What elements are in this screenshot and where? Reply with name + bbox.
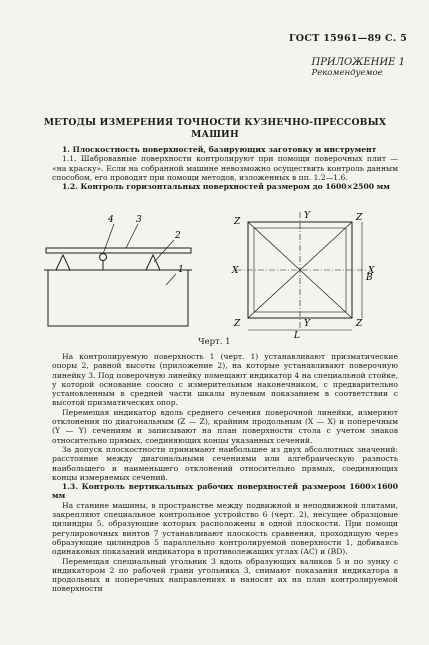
- title-line-2: МАШИН: [191, 129, 239, 140]
- appendix-subtitle: Рекомендуемое: [311, 68, 383, 78]
- label-2: 2: [175, 231, 181, 241]
- label-y-bottom: Y: [304, 319, 310, 329]
- label-3: 3: [136, 215, 142, 225]
- right-drawing: [236, 212, 366, 330]
- appendix-title: ПРИЛОЖЕНИЕ 1: [311, 57, 405, 68]
- standard-code-header: ГОСТ 15961—89 С. 5: [288, 33, 407, 44]
- label-z-top-right: Z: [356, 213, 363, 223]
- paragraph-6: Перемещая специальный угольник 3 вдоль образующих валиков 5 и по зунку с индикатором 2 по рабочей грани угольника 3, снимают показания индикатора в продольных и поперечных направлениях и наносят их на план контролируемой поверхности: [52, 556, 398, 594]
- leader-4: [103, 224, 114, 254]
- paragraph-1: На контролируемую поверхность 1 (черт. 1) устанавливают призматические опоры 2, равной высоты (приложение 2), на которые устанавливают поверочную линейку 3. Под поверочную линейку помещают индикатор 4 на специальной стойке, у которой основание соосно с измерительным наконечником, с предварительно установленным в средней части шкалы нулевым показанием в соответствии с высотой призматических опор.: [52, 352, 398, 408]
- paragraph-1-2: 1.2. Контроль горизонтальных поверхностей размером до 1600×2500 мм: [62, 182, 390, 192]
- paragraph-5: На станине машины, в пространстве между подвижной и неподвижной плитами, закрепляют специальное контрольное устройство 6 (черт. 2), несущее образцовые цилиндры 5, образующие которых расположены в одной плоскости. При помощи регулировочных винтов 7 устанавливают плоскость сравнения, проходящую через образующие цилиндров 5 параллельно контролируемой поверхности 1, добиваясь одинаковых показаний индикатора в противолежащих углах (AC) и (BD).: [52, 500, 398, 557]
- label-1: 1: [178, 265, 184, 275]
- label-z-bottom-left: Z: [234, 319, 241, 329]
- leader-3: [126, 224, 138, 248]
- support-left: [56, 255, 70, 270]
- controlled-surface: [48, 270, 188, 326]
- figure-1-drawing: [36, 210, 406, 340]
- label-4: 4: [108, 215, 114, 225]
- figure-caption: Черт. 1: [198, 337, 231, 347]
- label-x-left: X: [232, 266, 239, 276]
- section-heading: 1. Плоскостность поверхностей, базирующих заготовку и инструмент: [62, 145, 377, 154]
- label-z-top-left: Z: [234, 217, 241, 227]
- indicator-head: [100, 254, 107, 261]
- body-text: [52, 352, 398, 594]
- label-y-top: Y: [304, 211, 310, 221]
- paragraph-2: Перемещая индикатор вдоль среднего сечения поверочной линейки, измеряют отклонения по диагональным (Z — Z), крайним продольным (X — X) и поперечным (Y — Y) сечениям и записывают на план поверхности стола с учетом знаков относительно прямых, соединяющих концы указанных сечений.: [52, 407, 398, 445]
- label-b: B: [366, 273, 373, 283]
- page-title: [40, 117, 390, 141]
- paragraph-1-3: 1.3. Контроль вертикальных рабочих поверхностей размером 1600×1600 мм: [52, 482, 398, 501]
- appendix-label: [311, 57, 405, 79]
- figure-1: [36, 210, 406, 340]
- label-z-bottom-right: Z: [356, 319, 363, 329]
- section-1-text: [52, 145, 398, 191]
- paragraph-3: За допуск плоскостности принимают наибольшее из двух абсолютных значений: расстояние между диагональными сечениями или алгебраическую разность наибольшего и наименьшего отклонений относительно прямых, соединяющих концы измеряемых сечений.: [52, 444, 398, 482]
- leader-1: [166, 274, 176, 285]
- label-x-right: X: [368, 266, 375, 276]
- left-drawing: [44, 224, 192, 326]
- title-line-1: МЕТОДЫ ИЗМЕРЕНИЯ ТОЧНОСТИ КУЗНЕЧНО-ПРЕССОВЫХ: [43, 117, 387, 128]
- label-l: L: [294, 331, 300, 340]
- paragraph-1-1: 1.1. Шабровавные поверхности контролируют при помощи поверочных плит — «на краску». Если на собранной машине невозможно осуществить контроль данным способом, его проводят при помощи методов, изложенных в пп. 1.2—1.6.: [52, 154, 398, 182]
- straight-edge: [46, 248, 191, 253]
- leader-2: [154, 240, 174, 262]
